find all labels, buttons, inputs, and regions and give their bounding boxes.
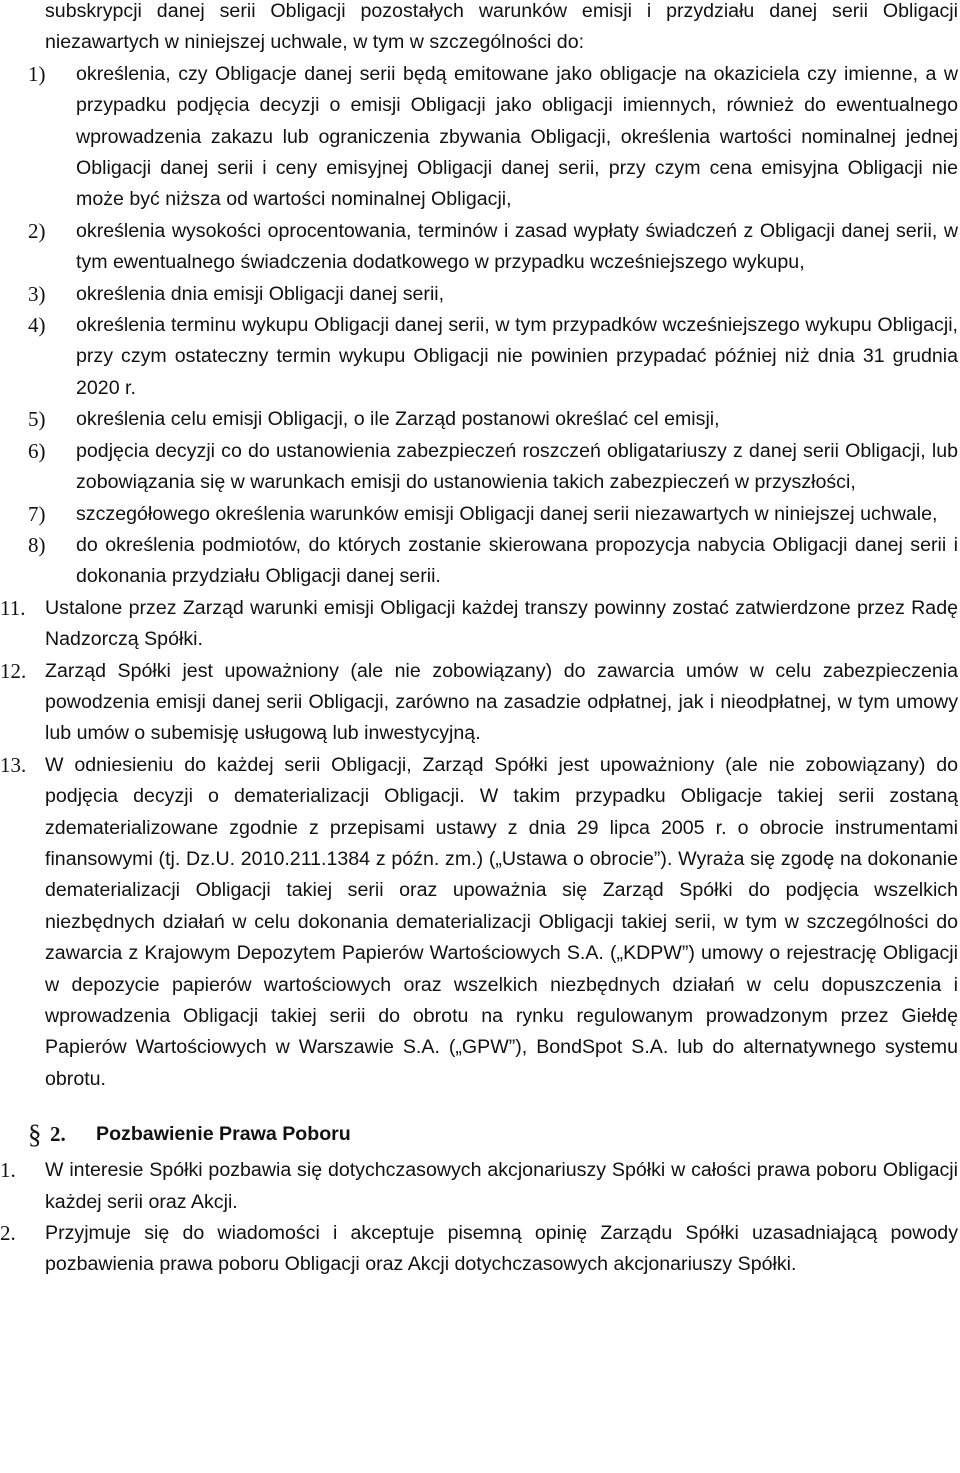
sub-item-number: 1) xyxy=(28,61,46,86)
sub-item-text: określenia celu emisji Obligacji, o ile Zarząd postanowi określać cel emisji, xyxy=(76,408,720,431)
section-item-number: 2. xyxy=(0,1221,16,1246)
main-item-11 xyxy=(0,593,960,656)
sub-item-number: 5) xyxy=(28,407,46,432)
main-item-number: 12. xyxy=(0,658,27,683)
sub-item-number: 4) xyxy=(28,313,46,338)
section-item-1 xyxy=(0,1155,960,1218)
sub-item-text: określenia terminu wykupu Obligacji danej serii, w tym przypadków wcześniejszego wykupu Obligacji, przy czym ostateczny termin wykupu Obligacji nie powinien przypadać później niż dnia 31 grudnia 2020 r. xyxy=(76,314,958,399)
sub-item-number: 6) xyxy=(28,438,46,463)
sub-item-1 xyxy=(0,59,960,216)
sub-item-number: 8) xyxy=(28,532,46,557)
sub-item-text: szczegółowego określenia warunków emisji Obligacji danej serii niezawartych w niniejszej uchwale, xyxy=(76,502,938,525)
sub-item-2 xyxy=(0,216,960,279)
sub-item-4 xyxy=(0,310,960,404)
sub-item-text: określenia, czy Obligacje danej serii będą emitowane jako obligacje na okaziciela czy imienne, a w przypadku podjęcia decyzji o emisji Obligacji jako obligacji imiennych, również do ewentualnego wprowadzenia zakazu lub ograniczenia zbywania Obligacji, określenia wartości nominalnej jednej Obligacji danej serii i ceny emisyjnej Obligacji danej serii, przy czym cena emisyjna Obligacji nie może być niższa od wartości nominalnej Obligacji, xyxy=(76,62,958,211)
section-item-2 xyxy=(0,1218,960,1281)
sub-item-text: określenia wysokości oprocentowania, terminów i zasad wypłaty świadczeń z Obligacji danej serii, w tym ewentualnego świadczenia dodatkowego w przypadku wcześniejszego wykupu, xyxy=(76,219,958,274)
main-item-number: 11. xyxy=(0,595,26,620)
sub-item-text: do określenia podmiotów, do których zostanie skierowana propozycja nabycia Obligacji danej serii i dokonania przydziału Obligacji danej serii. xyxy=(76,533,958,588)
section-item-number: 1. xyxy=(0,1158,16,1183)
main-item-text: Zarząd Spółki jest upoważniony (ale nie zobowiązany) do zawarcia umów w celu zabezpieczenia powodzenia emisji danej serii Obligacji, zarówno na zasadzie odpłatnej, jak i nieodpłatnej, w tym umowy lub umów o subemisję usługową lub inwestycyjną. xyxy=(45,659,958,745)
sub-item-number: 7) xyxy=(28,501,46,526)
main-item-text: Ustalone przez Zarząd warunki emisji Obligacji każdej transzy powinny zostać zatwierdzone przez Radę Nadzorczą Spółki. xyxy=(45,596,958,651)
sub-item-5 xyxy=(0,404,960,435)
section-title: Pozbawienie Prawa Poboru xyxy=(96,1123,351,1146)
intro-paragraph: subskrypcji danej serii Obligacji pozostałych warunków emisji i przydziału danej serii Obligacji niezawartych w niniejszej uchwale, w tym w szczególności do: xyxy=(45,0,958,54)
sub-item-3 xyxy=(0,279,960,310)
main-item-13 xyxy=(0,750,960,1095)
sub-item-6 xyxy=(0,436,960,499)
sub-item-number: 3) xyxy=(28,281,46,306)
sub-item-text: podjęcia decyzji co do ustanowienia zabezpieczeń roszczeń obligatariuszy z danej serii Obligacji, lub zobowiązania się w warunkach emisji do ustanowienia takich zabezpieczeń w przyszłości, xyxy=(76,439,958,494)
sub-item-number: 2) xyxy=(28,218,46,243)
paragraph-symbol: § xyxy=(28,1119,42,1150)
sub-item-8 xyxy=(0,530,960,593)
main-item-text: W odniesieniu do każdej serii Obligacji, Zarząd Spółki jest upoważniony (ale nie zobowiązany) do podjęcia decyzji o dematerializacji Obligacji. W takim przypadku Obligacje takiej serii zostaną zdematerializowane zgodnie z przepisami ustawy z dnia 29 lipca 2005 r. o obrocie instrumentami finansowymi (tj. Dz.U. 2010.211.1384 z późn. zm.) („Ustawa o obrocie”). Wyraża się zgodę na dokonanie dematerializacji Obligacji takiej serii oraz upoważnia się Zarząd Spółki do podjęcia wszelkich niezbędnych działań w celu dokonania dematerializacji Obligacji takiej serii, w tym w szczególności do zawarcia z Krajowym Depozytem Papierów Wartościowych S.A. („KDPW”) umowy o rejestrację Obligacji w depozycie papierów wartościowych oraz wszelkich niezbędnych działań w celu dopuszczenia i wprowadzenia Obligacji takiej serii do obrotu na rynku regulowanym prowadzonym przez Giełdę Papierów Wartościowych w Warszawie S.A. („GPW”), BondSpot S.A. lub do alternatywnego systemu obrotu. xyxy=(45,753,958,1090)
section-number: 2. xyxy=(50,1122,66,1147)
main-item-12 xyxy=(0,656,960,750)
sub-item-text: określenia dnia emisji Obligacji danej serii, xyxy=(76,282,445,305)
section-item-text: W interesie Spółki pozbawia się dotychczasowych akcjonariuszy Spółki w całości prawa poboru Obligacji każdej serii oraz Akcji. xyxy=(45,1159,958,1213)
main-item-number: 13. xyxy=(0,752,27,777)
sub-item-7 xyxy=(0,499,960,530)
section-heading xyxy=(0,1121,960,1152)
section-item-text: Przyjmuje się do wiadomości i akceptuje pisemną opinię Zarządu Spółki uzasadniającą powody pozbawienia prawa poboru Obligacji oraz Akcji dotychczasowych akcjonariuszy Spółki. xyxy=(45,1222,958,1276)
